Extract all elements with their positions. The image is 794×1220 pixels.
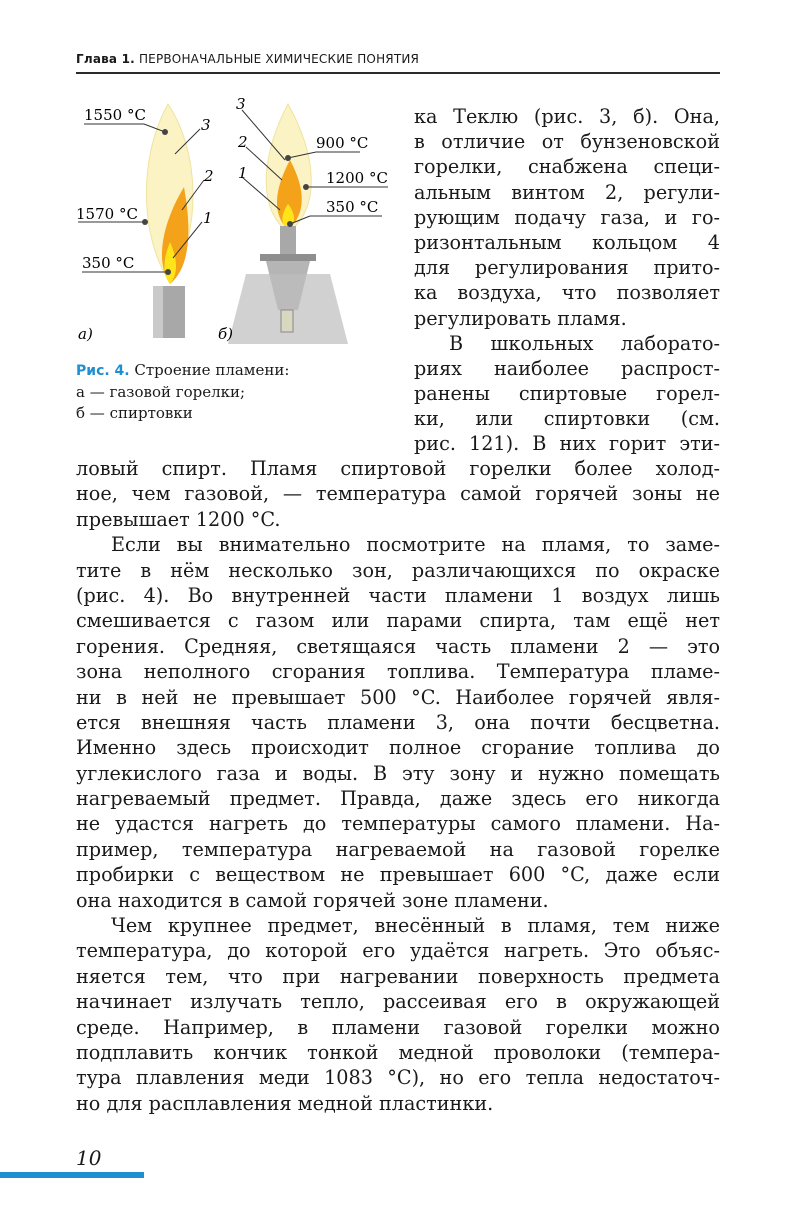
spirit-temp-middle: 1200 °C (326, 169, 388, 187)
text-line: ка воздуха, что позволяет (414, 281, 720, 305)
gas-zone-2: 2 (204, 167, 214, 185)
text-line: ранены спиртовые горел- (414, 382, 720, 406)
text-line: Чем крупнее предмет, внесённый в пламя, тем ниже (111, 914, 720, 938)
text-line: ное, чем газовой, — температура самой горячей зоны не (76, 482, 720, 506)
caption-line-a: а — газовой горелки; (76, 383, 246, 401)
text-line: для регулирования прито- (414, 256, 720, 280)
page-accent-bar (0, 1172, 144, 1178)
caption-line-b: б — спиртовки (76, 404, 193, 422)
gas-temp-middle: 1570 °C (76, 205, 138, 223)
text-line: пробирки с веществом не превышает 600 °C, даже если (76, 863, 720, 887)
text-line: среде. Например, в пламени газовой горелки можно (76, 1015, 720, 1039)
chapter-number: Глава 1. (76, 52, 135, 66)
panel-b-label: б) (218, 325, 234, 343)
flame-diagram (70, 92, 400, 352)
spirit-zone-2: 2 (238, 133, 248, 151)
chapter-title: ПЕРВОНАЧАЛЬНЫЕ ХИМИЧЕСКИЕ ПОНЯТИЯ (138, 52, 420, 66)
text-line: ки, или спиртовки (см. (414, 407, 720, 431)
figure-label: Рис. 4. (76, 363, 130, 379)
running-header (76, 50, 720, 74)
text-line: (рис. 4). Во внутренней части пламени 1 воздух лишь (76, 583, 720, 607)
text-line: рующим подачу газа, и го- (414, 205, 720, 229)
text-line: ризонтальным кольцом 4 (414, 230, 720, 254)
text-line: горелки, снабжена специ- (414, 155, 720, 179)
text-line: начинает излучать тепло, рассеивая его в окружающей (76, 990, 720, 1014)
text-line: превышает 1200 °C. (76, 507, 281, 531)
text-line: подплавить кончик тонкой медной проволоки (темпера- (76, 1040, 720, 1064)
text-line: горения. Средняя, светящаяся часть пламени 2 — это (76, 634, 720, 658)
gas-zone-1: 1 (203, 209, 213, 227)
text-line: в отличие от бунзеновской (414, 130, 720, 154)
text-line: няется тем, что при нагревании поверхность предмета (76, 964, 720, 988)
text-line: пример, температура нагреваемой на газовой горелке (76, 837, 720, 861)
text-line: не удастся нагреть до температуры самого пламени. На- (76, 812, 720, 836)
text-line: ется внешняя часть пламени 3, она почти бесцветна. (76, 710, 720, 734)
text-line: регулировать пламя. (414, 306, 627, 330)
text-line: зона неполного сгорания топлива. Температура пламе- (76, 660, 720, 684)
text-line: но для расплавления медной пластинки. (76, 1091, 494, 1115)
figure-caption (76, 360, 396, 424)
text-line: риях наиболее распрост- (414, 356, 720, 380)
gas-zone-3: 3 (201, 116, 211, 134)
text-line: нагреваемый предмет. Правда, даже здесь его никогда (76, 787, 720, 811)
page-number: 10 (76, 1146, 102, 1170)
text-line: тите в нём несколько зон, различающихся по окраске (76, 558, 720, 582)
text-line: рис. 121). В них горит эти- (414, 432, 720, 456)
spirit-wick (280, 226, 296, 256)
text-line: Если вы внимательно посмотрите на пламя, то заме- (111, 533, 720, 557)
spirit-zone-1: 1 (238, 164, 248, 182)
spirit-temp-outer: 900 °C (316, 134, 369, 152)
text-line: ни в ней не превышает 500 °C. Наиболее горячей явля- (76, 685, 720, 709)
text-line: температура, до которой его удаётся нагреть. Это объяс- (76, 939, 720, 963)
text-line: смешивается с газом или парами спирта, там ещё нет (76, 609, 720, 633)
text-line: углекислого газа и воды. В эту зону и нужно помещать (76, 761, 720, 785)
text-line: В школьных лаборато- (449, 331, 720, 355)
text-line: ка Теклю (рис. 3, б). Она, (414, 105, 720, 128)
spirit-temp-inner: 350 °C (326, 198, 379, 216)
text-line: она находится в самой горячей зоне пламени. (76, 888, 549, 912)
text-line: альным винтом 2, регули- (414, 180, 720, 204)
spirit-lamp-body (228, 274, 348, 344)
flame-structure-figure (70, 92, 400, 352)
panel-a-label: а) (78, 325, 93, 343)
right-column-text (414, 104, 720, 457)
text-line: тура плавления меди 1083 °C), но его тепла недостаточ- (76, 1066, 720, 1090)
gas-temp-inner: 350 °C (82, 254, 135, 272)
caption-title: Строение пламени: (134, 361, 290, 379)
spirit-zone-3: 3 (236, 95, 246, 113)
text-line: ловый спирт. Пламя спиртовой горелки более холод- (76, 457, 720, 480)
main-text (76, 456, 720, 1116)
text-line: Именно здесь происходит полное сгорание топлива до (76, 736, 720, 760)
gas-temp-outer: 1550 °C (84, 106, 146, 124)
